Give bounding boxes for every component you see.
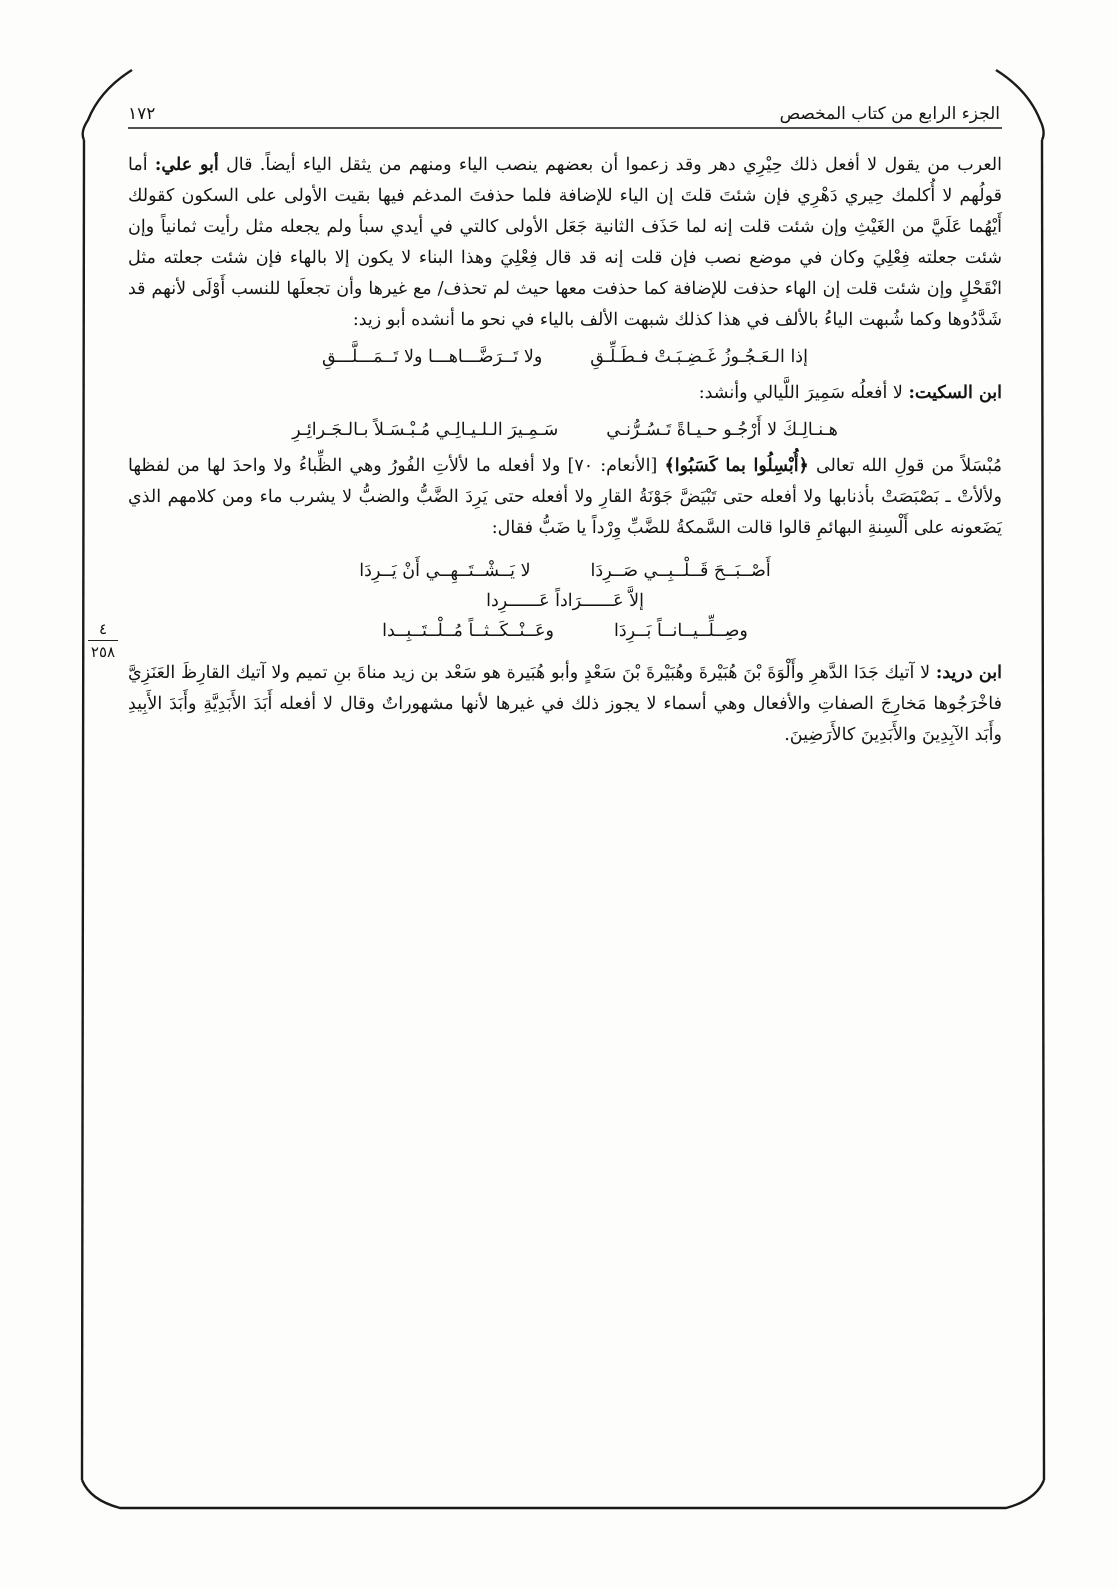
rajaz-line-3-second: وعَــنْــكَــثــاً مُــلْــتَــبِــدا bbox=[382, 621, 554, 641]
rajaz-poem bbox=[128, 556, 1002, 646]
paragraph-1-lead: العرب من يقول لا أفعل ذلك حِيْرِي دهر وقد زعموا أن بعضهم ينصب الياء ومنهم من يثقل الياء أيضاً. قال bbox=[218, 155, 1002, 175]
rajaz-line-1-second: لا يَــشْــتَــهِــي أَنْ يَــرِدَا bbox=[359, 561, 531, 581]
paragraph-2 bbox=[128, 378, 1002, 409]
rajaz-line-1 bbox=[128, 556, 1002, 586]
rajaz-line-3-first: وصِــلِّــيــانــاً بَــرِدَا bbox=[613, 621, 748, 641]
rajaz-line-2 bbox=[128, 586, 1002, 616]
verse-2-second-hemistich: سَـمِـيرَ الـلـيـالِـي مُـبْـسَـلاً بـالـجَـرائِـرِ bbox=[292, 420, 559, 440]
paragraph-2-text: لا أفعلُه سَمِيرَ اللَّيالي وأنشد: bbox=[698, 383, 909, 403]
paragraph-4 bbox=[128, 658, 1002, 751]
book-title: الجزء الرابع من كتاب المخصص bbox=[779, 104, 1000, 124]
speaker-ibn-al-sikkit: ابن السكيت: bbox=[908, 383, 1002, 403]
speaker-ibn-durayd: ابن دريد: bbox=[935, 663, 1002, 683]
paragraph-3-lead: مُبْسَلاً من قولِ الله تعالى bbox=[808, 456, 1003, 476]
paragraph-4-text: لا آتيك جَدَا الدَّهرِ وأَلْوَةَ بْنَ هُبَيْرةَ وهُبَيْرةَ بْنَ سَعْدٍ وأبو هُبَيرة هو سَعْد بن زيد مناةَ بنِ تميم ولا آتيك القارِظَ العَنَزِيَّ فاخْرَجُوها مَخارِجَ الصفاتِ والأفعال وهي أسماء لا يجوز ذلك في غيرها لأنها مشهوراتٌ وقال لا أفعله أَبَدَ الأَبَدِيَّةِ وأَبَدَ الأَبِيدِ وأَبَد الآبِدِينَ والأَبَدِينَ كالأَرَضِينَ. bbox=[128, 663, 1002, 745]
paragraph-1-text: أما قولُهم لا أُكلمك حِيري دَهْرِي فإن شئتَ قلتَ إن الياء للإضافة فلما حذفتَ المدغم فيها بقيت الأولى على السكون كقولك أَيْهُما عَلَيَّ من الغَيْثِ وإن شئت قلت إنه لما حَذَف الثانية جَعَل الأولى كالتي في أيدي سبأ ولم يجعله مثل رأيت ثمانياً وإن شئت جعلته فِعْلِيَ وكان في موضع نصب فإن قلت إنه قد قال فِعْلِيَ وهذا البناء لا يكون إلا بالهاء فإن شئت جعلته مثل انْقَحْلٍ وإن شئت قلت إن الهاء حذفت للإضافة كما حذفت معها حيث لم تحذف/ مع غيرها وأن تجعلَها للنسب أَوْلَى لأنهم قد شَدَّدُوها وكما شُبهت الياءُ بالألف في هذا كذلك شبهت الألف بالياء في نحو ما أنشده أبو زيد: bbox=[128, 155, 1002, 330]
margin-page-number: ٢٥٨ bbox=[90, 643, 116, 661]
verse-1-first-hemistich: إذا الـعَـجُـوزُ غَـضِـبَـتْ فـطَـلِّـقِ bbox=[590, 347, 808, 367]
verse-1-second-hemistich: ولا تَــرَضَّـــاهـــا ولا تَــمَـــلَّـــقِ bbox=[322, 347, 543, 367]
rajaz-line-1-first: أَصْــبَــحَ قَــلْــبِــي صَــرِدَا bbox=[590, 561, 771, 581]
margin-fraction-rule bbox=[88, 640, 118, 641]
speaker-abu-ali: أبو علي: bbox=[154, 155, 219, 175]
rajaz-line-3 bbox=[128, 616, 1002, 646]
running-header bbox=[128, 90, 1000, 124]
paragraph-3 bbox=[128, 451, 1002, 544]
margin-volume-number: ٤ bbox=[98, 620, 108, 638]
quran-quote: ﴿أُبْسِلُوا بما كَسَبُوا﴾ bbox=[664, 456, 809, 476]
paragraph-3-text: [الأنعام: ٧٠] ولا أفعله ما لألأتِ الفُورُ وهي الظِّباءُ ولا واحدَ لها من لفظها ولألأتْ ـ بَصْبَصَتْ بأذنابها ولا أفعله حتى تَبْيَضَّ جَوْنَةُ القارِ ولا أفعله حتى يَرِدَ الضَّبُّ والضبُّ لا يشرب ماء ومن كلامهم الذي يَضَعونه على أَلْسِنةِ البهائمِ قالوا قالت السَّمكةُ للضَّبِّ وِرْداً يا ضَبُّ فقال: bbox=[128, 456, 1002, 538]
verse-2 bbox=[128, 415, 1002, 445]
paragraph-1 bbox=[128, 150, 1002, 336]
verse-1 bbox=[128, 342, 1002, 372]
verse-2-first-hemistich: هـنـالِـكَ لا أَرْجُـو حـيـاةً تَـسُـرُّنـي bbox=[606, 420, 838, 440]
page-number: ١٧٢ bbox=[128, 104, 156, 124]
margin-page-reference bbox=[86, 620, 120, 661]
main-text bbox=[128, 150, 1002, 751]
rajaz-line-2-text: إلاَّ عَــــــرَاداً عَــــــرِدا bbox=[486, 591, 644, 611]
